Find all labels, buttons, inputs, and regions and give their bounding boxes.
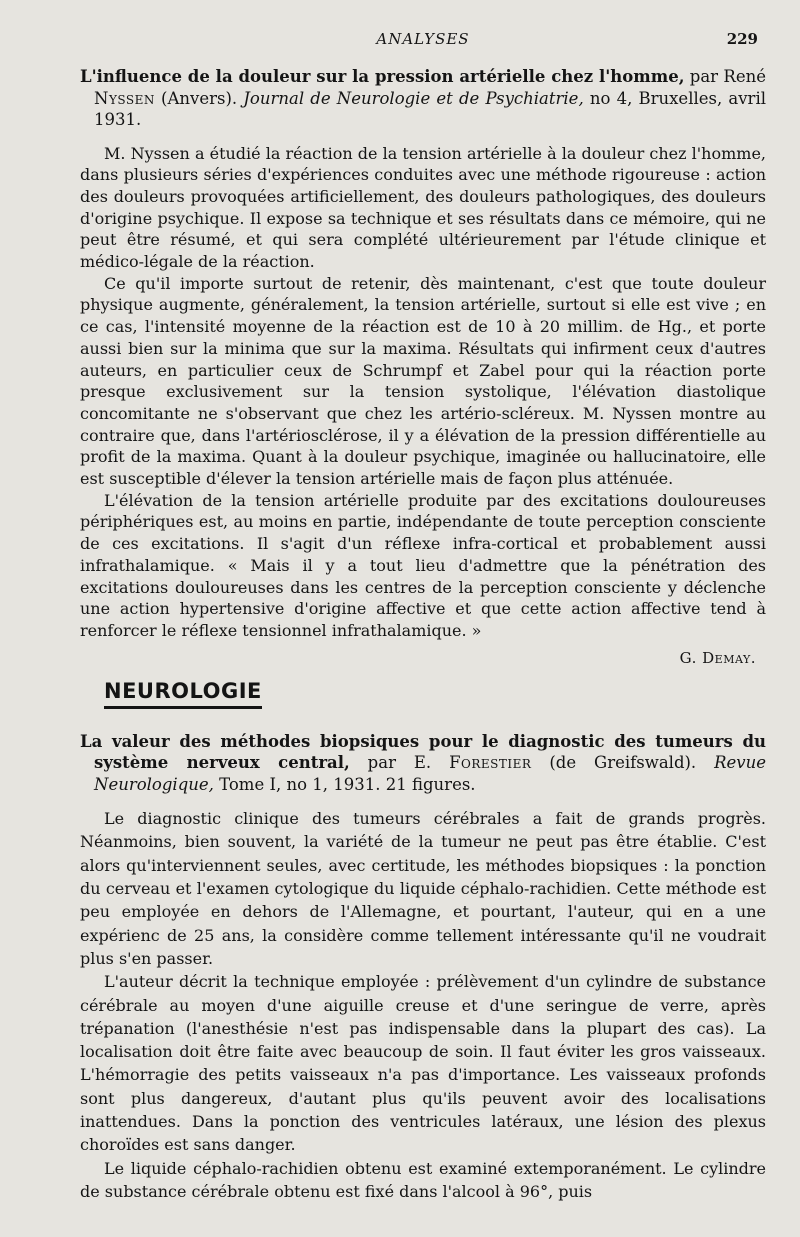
article-1-journal: Journal de Neurologie et de Psychiatrie, <box>243 88 584 108</box>
article-1-paragraph-1: M. Nyssen a étudié la réaction de la tension artérielle à la douleur chez l'homme, dans plusieurs séries d'expériences conduites avec une méthode rigoureuse : action des douleurs provoquées artificiellement, des douleurs pathologiques, des douleurs d'origine psychique. Il expose sa technique et ses résultats dans ce mémoire, qui ne peut être résumé, et qui sera complété ultérieurement par l'étude clinique et médico-légale de la réaction. <box>80 143 766 272</box>
article-2-title: La valeur des méthodes biopsiques pour le diagnostic des tumeurs du système nerveux central, <box>80 731 766 773</box>
article-1-paragraph-3: L'élévation de la tension artérielle produite par des excitations douloureuses périphériques est, au moins en partie, indépendante de toute perception consciente de ces excitations. Il s'agit d'un réflexe infra-cortical et probablement aussi infrathalamique. « Mais il y a tout lieu d'admettre que la pénétration des excitations douloureuses dans les centres de la perception consciente y déclenche une action hypertensive d'origine affective et que cette action affective tend à renforcer le réflexe tensionnel infrathalamique. » <box>80 490 766 640</box>
article-2-body <box>80 807 766 1203</box>
page-number: 229 <box>726 30 758 48</box>
article-2-affiliation: (de Greifswald). <box>531 753 715 773</box>
running-title: ANALYSES <box>376 30 470 48</box>
article-2-paragraph-1: Le diagnostic clinique des tumeurs cérébrales a fait de grands progrès. Néanmoins, bien souvent, la variété de la tumeur ne peut pas être établie. C'est alors qu'interviennent seules, avec certitude, les méthodes biopsiques : la ponction du cerveau et l'examen cytologique du liquide céphalo-rachidien. Cette méthode est peu employée en dehors de l'Allemagne, et pourtant, l'auteur, qui en a une expérienc de 25 ans, la considère comme tellement intéressante qu'il ne voudrait plus s'en passer. <box>80 809 766 968</box>
article-1-title: L'influence de la douleur sur la pression artérielle chez l'homme, <box>80 67 685 86</box>
article-1-by: par René <box>684 67 766 86</box>
section-heading: NEUROLOGIE <box>104 679 262 709</box>
article-1-body <box>80 143 766 642</box>
article-2-journal: Revue Neurologique, <box>94 753 767 794</box>
article-1-author: Nyssen <box>94 88 155 108</box>
article-2-paragraph-3: Le liquide céphalo-rachidien obtenu est examiné extemporanément. Le cylindre de substance cérébrale obtenu est fixé dans l'alcool à 96°, puis <box>80 1158 766 1201</box>
article-1-affiliation: (Anvers). <box>154 88 244 108</box>
running-head <box>80 24 766 54</box>
article-1-heading <box>80 66 766 131</box>
article-2-by: par E. <box>349 753 450 773</box>
article-1-citation: no 4, Bruxelles, avril 1931. <box>94 88 766 129</box>
article-2-heading <box>80 731 766 796</box>
article-2-author: Forestier <box>449 753 532 773</box>
article-2-citation: Tome I, no 1, 1931. 21 figures. <box>213 774 476 794</box>
article-1-paragraph-2: Ce qu'il importe surtout de retenir, dès maintenant, c'est que toute douleur physique augmente, généralement, la tension artérielle, surtout si elle est vive ; en ce cas, l'intensité moyenne de la réaction est de 10 à 20 millim. de Hg., et porte aussi bien sur la minima que sur la maxima. Résultats qui infirment ceux d'autres auteurs, en particulier ceux de Schrumpf et Zabel pour qui la réaction porte presque exclusivement sur la tension systolique, l'élévation diastolique concomitante ne s'observant que chez les artério-scléreux. M. Nyssen montre au contraire que, dans l'artériosclérose, il y a élévation de la pression différentielle au profit de la maxima. Quant à la douleur psychique, imaginée ou hallucinatoire, elle est susceptible d'élever la tension artérielle mais de façon plus atténuée. <box>80 273 766 489</box>
article-1-signature: G. Demay. <box>679 648 756 667</box>
article-2-paragraph-2: L'auteur décrit la technique employée : prélèvement d'un cylindre de substance cérébrale au moyen d'une aiguille creuse et d'une seringue de verre, après trépanation (l'anesthésie n'est pas indispensable dans la plupart des cas). La localisation doit être faite avec beaucoup de soin. Il faut éviter les gros vaisseaux. L'hémorragie des petits vaisseaux n'a pas d'importance. Les vaisseaux profonds sont plus dangereux, d'autant plus qu'ils peuvent avoir des localisations inattendues. Dans la ponction des ventricules latéraux, une lésion des plexus choroïdes est sans danger. <box>80 972 766 1155</box>
